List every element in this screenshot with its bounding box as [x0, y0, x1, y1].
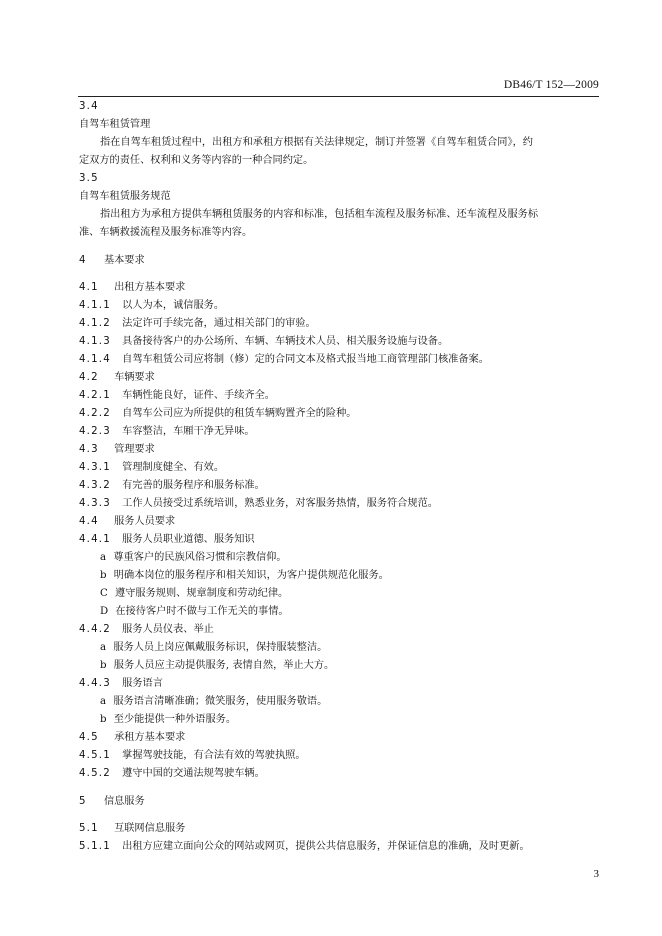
- clause-title: 车辆要求: [114, 372, 155, 383]
- clause-text: 具备接待客户的办公场所、车辆、车辆技术人员、相关服务设施与设备。: [122, 336, 449, 347]
- list-item: [100, 569, 389, 583]
- definition-text: 准、车辆救援流程及服务标准等内容。: [79, 227, 253, 238]
- clause-title: 服务人员要求: [114, 516, 176, 527]
- clause-number: 4.2: [79, 372, 99, 383]
- list-item: [100, 641, 327, 655]
- clause-title: 服务语言: [122, 678, 163, 689]
- term-title: 自驾车租赁管理: [79, 119, 151, 130]
- list-text: 至少能提供一种外语服务。: [113, 714, 237, 725]
- section-number: 5: [79, 796, 87, 807]
- subsection-heading: [79, 822, 185, 836]
- clause-item: [79, 353, 489, 367]
- clause-number: 4.4: [79, 516, 99, 527]
- list-marker: a: [100, 696, 107, 707]
- clause-item: [79, 749, 306, 763]
- list-marker: b: [100, 714, 107, 725]
- clause-number: 4.3.3: [79, 498, 111, 509]
- clause-number: 4.1: [79, 282, 99, 293]
- definition-text: 指在自驾车租赁过程中，出租方和承租方根据有关法律规定，制订并签署《自驾车租赁合同》，约: [100, 137, 533, 148]
- subsection-heading: [79, 281, 185, 295]
- clause-number: 5.1.1: [79, 841, 111, 852]
- clause-number: 4.2.2: [79, 408, 111, 419]
- page-number: 3: [593, 868, 599, 880]
- clause-item: [79, 299, 224, 313]
- list-text: 服务语言清晰准确；微笑服务，使用服务敬语。: [113, 696, 328, 707]
- clause-number: 5.1: [79, 823, 99, 834]
- clause-text: 遵守中国的交通法规驾驶车辆。: [122, 768, 265, 779]
- section-heading: [79, 795, 145, 809]
- clause-number: 4.5.2: [79, 768, 111, 779]
- subsection-heading: [79, 443, 155, 457]
- clause-item: [79, 461, 224, 475]
- subclause-heading: [79, 677, 163, 691]
- section-title: 基本要求: [103, 255, 145, 266]
- standard-code: DB46/T 152—2009: [503, 79, 599, 91]
- clause-item: [79, 407, 356, 421]
- clause-item: [79, 840, 530, 854]
- clause-text: 自驾车租赁公司应将制（修）定的合同文本及格式报当地工商管理部门核准备案。: [122, 354, 489, 365]
- section-number: 4: [79, 255, 87, 266]
- clause-item: [79, 497, 438, 511]
- clause-item: [79, 479, 265, 493]
- clause-text: 车辆性能良好，证件、手续齐全。: [122, 390, 275, 401]
- clause-number: 3.4: [79, 101, 99, 112]
- clause-number: 4.3.2: [79, 480, 111, 491]
- clause-text: 车容整洁，车厢干净无异味。: [122, 426, 255, 437]
- clause-number: 4.4.2: [79, 624, 111, 635]
- list-item: [100, 713, 236, 727]
- clause-text: 法定许可手续完备，通过相关部门的审验。: [122, 318, 316, 329]
- list-text: 遵守服务规则、规章制度和劳动纪律。: [115, 588, 289, 599]
- list-marker: a: [100, 552, 107, 563]
- clause-title: 服务人员仪表、举止: [122, 624, 214, 635]
- clause-number: 4.1.4: [79, 354, 111, 365]
- clause-item: [79, 335, 448, 349]
- subsection-heading: [79, 371, 155, 385]
- list-item: [100, 695, 327, 709]
- definition-text: 定双方的责任、权利和义务等内容的一种合同约定。: [79, 155, 314, 166]
- clause-number: 4.3.1: [79, 462, 111, 473]
- list-text: 明确本岗位的服务程序和相关知识，为客户提供规范化服务。: [113, 570, 389, 581]
- clause-title: 互联网信息服务: [114, 823, 186, 834]
- clause-number: 4.4.1: [79, 534, 111, 545]
- subsection-heading: [79, 515, 175, 529]
- list-text: 尊重客户的民族风俗习惯和宗教信仰。: [113, 552, 287, 563]
- clause-text: 管理制度健全、有效。: [122, 462, 225, 473]
- clause-number: 4.1.3: [79, 336, 111, 347]
- clause-number: 4.5.1: [79, 750, 111, 761]
- clause-title: 服务人员职业道德、服务知识: [122, 534, 255, 545]
- header-rule: [78, 96, 599, 97]
- subsection-heading: [79, 731, 185, 745]
- clause-text: 出租方应建立面向公众的网站或网页，提供公共信息服务，并保证信息的准确，及时更新。: [122, 841, 530, 852]
- clause-title: 承租方基本要求: [114, 732, 186, 743]
- list-marker: b: [100, 570, 107, 581]
- clause-title: 出租方基本要求: [114, 282, 186, 293]
- clause-text: 有完善的服务程序和服务标准。: [122, 480, 265, 491]
- clause-number: 4.2.3: [79, 426, 111, 437]
- clause-text: 工作人员接受过系统培训，熟悉业务，对客服务热情，服务符合规范。: [122, 498, 438, 509]
- section-heading: [79, 254, 145, 268]
- list-item: [100, 659, 334, 673]
- list-item: [100, 587, 288, 601]
- list-text: 服务人员应主动提供服务, 表情自然，举止大方。: [113, 660, 335, 671]
- clause-item: [79, 425, 255, 439]
- clause-item: [79, 767, 265, 781]
- list-marker: D: [100, 606, 109, 617]
- term-title: 自驾车租赁服务规范: [79, 191, 171, 202]
- clause-number: 4.4.3: [79, 678, 111, 689]
- clause-text: 掌握驾驶技能，有合法有效的驾驶执照。: [122, 750, 306, 761]
- list-item: [100, 605, 289, 619]
- clause-number: 3.5: [79, 173, 99, 184]
- list-item: [100, 551, 287, 565]
- clause-text: 以人为本，诚信服务。: [122, 300, 225, 311]
- list-text: 服务人员上岗应佩戴服务标识，保持服装整洁。: [113, 642, 328, 653]
- list-text: 在接待客户时不做与工作无关的事情。: [115, 606, 289, 617]
- clause-number: 4.2.1: [79, 390, 111, 401]
- clause-number: 4.3: [79, 444, 99, 455]
- clause-item: [79, 389, 275, 403]
- clause-item: [79, 317, 316, 331]
- list-marker: b: [100, 660, 107, 671]
- subclause-heading: [79, 623, 214, 637]
- subclause-heading: [79, 533, 255, 547]
- clause-text: 自驾车公司应为所提供的租赁车辆购置齐全的险种。: [122, 408, 357, 419]
- clause-number: 4.1.1: [79, 300, 111, 311]
- definition-text: 指出租方为承租方提供车辆租赁服务的内容和标准，包括租车流程及服务标准、还车流程及服务标: [100, 209, 539, 220]
- section-title: 信息服务: [103, 796, 145, 807]
- list-marker: C: [100, 588, 108, 599]
- list-marker: a: [100, 642, 107, 653]
- clause-title: 管理要求: [114, 444, 155, 455]
- clause-number: 4.1.2: [79, 318, 111, 329]
- clause-number: 4.5: [79, 732, 99, 743]
